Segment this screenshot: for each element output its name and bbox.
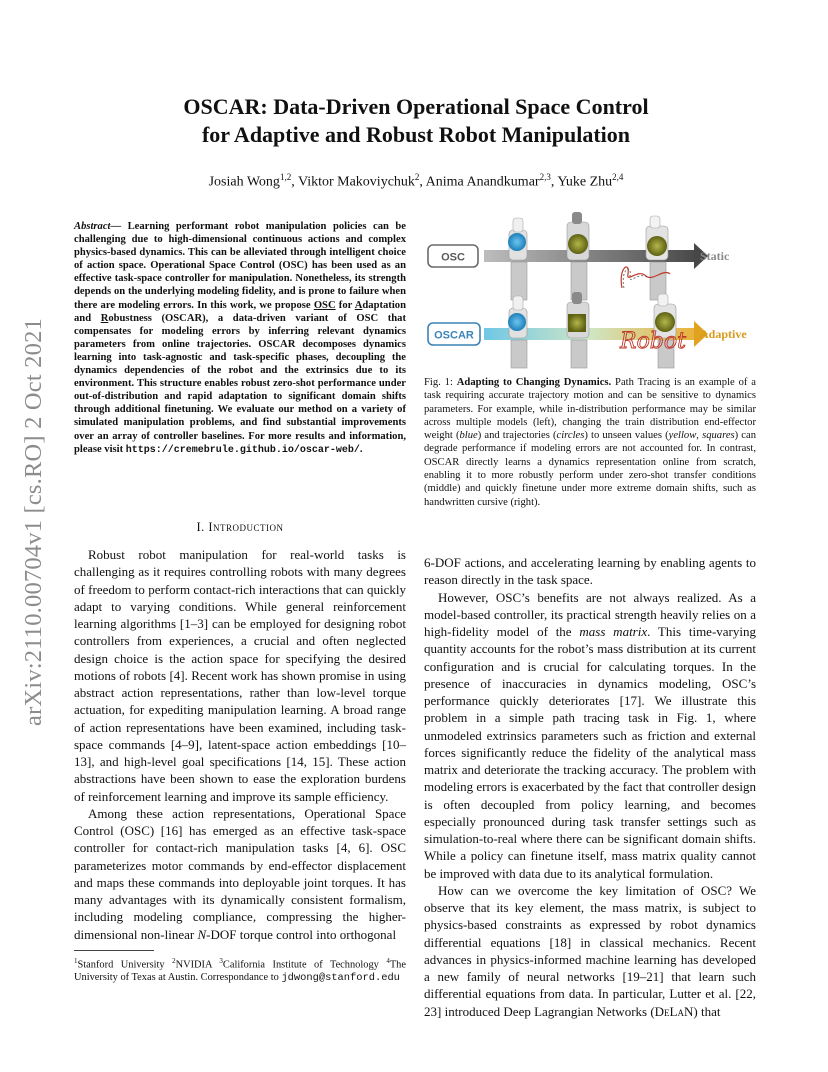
author-affiliation: 2,4 bbox=[612, 172, 624, 182]
footnote-text: Stanford University bbox=[77, 959, 173, 971]
caption-text: ) can degrade performance if modeling errors are not accounted for. In contrast, OSCAR directly learns a dynamics representation online from scratch, enabling it to more robustly perform under zero-shot transfer conditions (middle) and quickly finetune under more extreme domain shifts, such as handwritten cursive (right). bbox=[424, 430, 757, 508]
abstract-text: daptation and bbox=[74, 299, 406, 324]
paragraph: Robust robot manipulation for real-world tasks is challenging as it requires controlling robots with many degrees of freedom to perform contact-rich interactions that can quickly adapt to varying conditions. While general reinforcement learning algorithms [1–3] can be employed for designing robot controllers from experiences, a crucial and often neglected design choice is the action space for specifying the desired motions of robots [4]. Recent work has shown promise in using abstract action representations, rather than low-level torque actuation, for expediting manipulation learning. A broad range of action representations have been examined, including task-space commands [4–9], latent-space action embeddings [10–13], and high-level goal specifications [14, 15]. These action abstractions have been shown to ease the exploration burdens of reinforcement learning and improve its sample efficiency. bbox=[74, 547, 406, 804]
title-line-1: OSCAR: Data-Driven Operational Space Control bbox=[183, 94, 649, 119]
caption-emphasis: squares bbox=[702, 430, 735, 442]
footnote-mark: 2 bbox=[172, 957, 176, 965]
abstract-text: Learning performant robot manipulation policies can be challenging due to high-dimensional continuous actions and complex physics-based dynamics. This can be alleviated through intelligent choice of action space. Operational Space Control (OSC) has been used as an effective task-space controller for manipulation. Nonetheless, its strength depends on the underlying modeling fidelity, and is prone to failure when there are modeling errors. In this work, we propose bbox=[74, 221, 406, 311]
handwriting-robot: Robot bbox=[620, 329, 686, 354]
author-affiliation: 2 bbox=[414, 172, 420, 182]
footnote-mark: 3 bbox=[219, 957, 223, 965]
figure-caption bbox=[424, 376, 756, 509]
caption-text: , bbox=[696, 430, 703, 442]
paper-title bbox=[72, 93, 760, 149]
footnote-mark: 1 bbox=[74, 957, 78, 965]
robot-arm-icon bbox=[508, 218, 527, 300]
oscar-label: OSCAR bbox=[434, 329, 474, 342]
abstract-acronym-letter: A bbox=[354, 299, 363, 311]
paragraph-text: -DOF torque control into orthogonal bbox=[206, 926, 397, 942]
title-line-2: for Adaptive and Robust Robot Manipulation bbox=[201, 122, 631, 147]
contact-email-link[interactable]: jdwong@stanford.edu bbox=[281, 972, 400, 985]
paragraph: 6-DOF actions, and accelerating learning by enabling agents to reason directly in the task space. bbox=[424, 555, 756, 588]
affiliation-footnote bbox=[74, 955, 406, 985]
abstract-acronym-letter: OSC bbox=[313, 299, 336, 311]
robot-arm-icon bbox=[567, 292, 589, 368]
author-name: Viktor Makoviychuk bbox=[297, 174, 415, 190]
abstract-text: for bbox=[335, 299, 355, 311]
robot-arm-icon bbox=[646, 216, 668, 300]
robot-arm-icon bbox=[567, 212, 589, 300]
footnote-mark: 4 bbox=[386, 957, 390, 965]
abstract-dash: — bbox=[110, 221, 128, 232]
paragraph bbox=[424, 882, 756, 1020]
caption-label: Fig. 1: bbox=[424, 377, 457, 388]
osc-label: OSC bbox=[441, 251, 465, 264]
figure-illustration bbox=[424, 208, 760, 370]
caption-emphasis: yellow bbox=[668, 430, 697, 442]
author-name: Josiah Wong bbox=[208, 174, 280, 190]
author-separator: , bbox=[419, 174, 426, 190]
adaptive-label: Adaptive bbox=[700, 327, 747, 341]
paragraph-text: How can we overcome the key limitation of OSC? We observe that its key element, the mass matrix, is subject to physics-based constraints as expressed by robot dynamics differential equations [18] in classical mechanics. Recent advances in physics-informed machine learning has developed a new family of neural networks [19–21] that learn such differential equations from data. In particular, Lutter et al. [22, 23] introduced Deep Lagrangian Networks ( bbox=[424, 882, 756, 1019]
figure-1 bbox=[424, 208, 760, 370]
author-name: Yuke Zhu bbox=[557, 174, 613, 190]
project-url-link[interactable]: https://cremebrule.github.io/oscar-web/ bbox=[125, 444, 360, 456]
author-separator: , bbox=[291, 174, 298, 190]
section-heading bbox=[74, 520, 406, 535]
paragraph-smallcaps: DeLaN bbox=[654, 1003, 694, 1019]
caption-text: ) and trajectories ( bbox=[477, 430, 557, 442]
paragraph-text: However, OSC’s benefits are not always realized. As a model-based controller, its practical strength heavily relies on a high-fidelity model of the bbox=[424, 589, 756, 639]
abstract-label: Abstract bbox=[74, 221, 111, 232]
left-column-body bbox=[74, 546, 406, 943]
robot-arm-icon bbox=[508, 296, 527, 368]
right-column-body bbox=[424, 554, 756, 1020]
paragraph-emphasis: mass matrix bbox=[579, 624, 648, 639]
author-list bbox=[72, 172, 760, 191]
author-affiliation: 2,3 bbox=[539, 172, 551, 182]
footnote-rule bbox=[74, 950, 154, 951]
abstract-text: obustness (OSCAR), a data-driven variant of OSC that compensates for modeling errors by inferring relevant dynamics parameters from online trajectories. OSCAR decomposes dynamics learning into task-agnostic and task-specific phases, decoupling the dynamics dependencies of the robot and the extrinsics due to its environment. This structure enables robust zero-shot performance under out-of-distribution and rapid adaptation to significant domain shifts through additional finetuning. We evaluate our method on a variety of simulated manipulation problems, and find substantial improvements over an array of controller baselines. For more results and information, please visit bbox=[74, 312, 406, 455]
author-name: Anima Anandkumar bbox=[425, 174, 540, 190]
caption-emphasis: circles bbox=[556, 430, 585, 442]
caption-text: Path Tracing is an example of a task requiring accurate trajectory motion and can be sensitive to dynamics parameters. For example, while in-distribution performance may be similar across multiple models (left), changing the train distribution end-effector weight ( bbox=[424, 377, 756, 442]
footnote-text: NVIDIA bbox=[175, 959, 220, 971]
arxiv-identifier: arXiv:2110.00704v1 [cs.RO] 2 Oct 2021 bbox=[20, 318, 47, 726]
author-affiliation: 1,2 bbox=[279, 172, 292, 182]
static-label: Static bbox=[700, 249, 730, 263]
abstract-acronym-letter: R bbox=[100, 312, 109, 324]
caption-emphasis: blue bbox=[459, 430, 478, 442]
abstract-text: . bbox=[359, 443, 363, 455]
paragraph-text: Among these action representations, Operational Space Control (OSC) [16] has emerged as an effective task-space controller for contact-rich manipulation tasks [4, 6]. OSC parameterizes motor commands by end-effector displacement and maps these commands into deployable joint torques. It has many advantages with its dynamically consistent formalism, including modeling compliance, compressing the higher-dimensional non-linear bbox=[74, 805, 406, 942]
section-title: Introduction bbox=[208, 520, 284, 534]
caption-text: ) to unseen values ( bbox=[584, 430, 669, 442]
paragraph bbox=[74, 805, 406, 943]
paragraph bbox=[424, 589, 756, 882]
paragraph-math: N bbox=[197, 926, 207, 942]
footnote-text: The University of Texas at Austin. Correspondance to bbox=[74, 959, 406, 984]
paragraph-text: ) that bbox=[693, 1003, 721, 1019]
paragraph-text: . This time-varying quantity accounts for the robot’s mass distribution at its current configuration and is crucial for calculating torques. In the presence of inaccuracies in dynamics modeling, OSC’s performance quickly deteriorates [17]. We illustrate this problem in a simple path tracing task in Fig. 1, where unmodeled extrinsics parameters such as friction and external forces significantly reduce the fidelity of the analytical mass matrix and deteriorate the tracking accuracy. The problem with modeling errors is exacerbated by the fact that controller design is often decoupled from policy learning, and becomes especially pronounced during task transfer settings such as simulation-to-real where there can be significant domain shifts. While a policy can finetune itself, mass matrix quality cannot be improved with data due to its analytical formulation. bbox=[424, 624, 756, 881]
caption-title: Adapting to Changing Dynamics. bbox=[456, 377, 612, 388]
author-separator: , bbox=[550, 174, 558, 190]
abstract bbox=[74, 220, 406, 457]
footnote-text: California Institute of Technology bbox=[222, 959, 387, 971]
section-number: I. bbox=[196, 520, 209, 534]
